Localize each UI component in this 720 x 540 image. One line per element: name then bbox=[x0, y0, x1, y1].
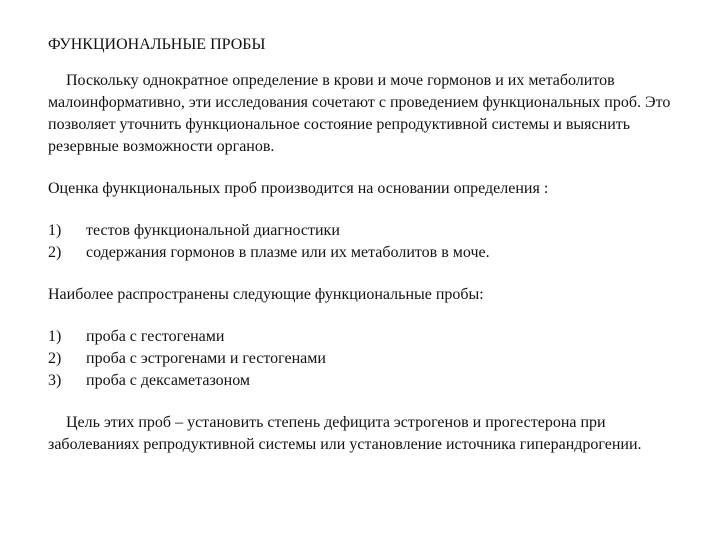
spacer bbox=[48, 56, 688, 70]
list-item bbox=[48, 370, 688, 392]
spacer bbox=[48, 158, 688, 178]
common-tests-heading: Наиболее распространены следующие функциональные пробы: bbox=[48, 286, 484, 303]
list-item-number: 2) bbox=[48, 244, 62, 261]
document-page bbox=[48, 34, 688, 456]
list-item-text: содержания гормонов в плазме или их метаболитов в моче. bbox=[86, 244, 490, 261]
spacer bbox=[48, 264, 688, 284]
list-item-number: 3) bbox=[48, 372, 62, 389]
list-item-text: проба с гестогенами bbox=[86, 328, 225, 345]
list-item-text: проба с дексаметазоном bbox=[86, 372, 251, 389]
list-item-number: 1) bbox=[48, 222, 62, 239]
list-item bbox=[48, 348, 688, 370]
goal-paragraph: Цель этих проб – установить степень дефицита эстрогенов и прогестерона при заболеваниях репродуктивной системы или установление источника гиперандрогении. bbox=[48, 414, 642, 453]
spacer bbox=[48, 392, 688, 412]
list-item bbox=[48, 326, 688, 348]
list-item-text: тестов функциональной диагностики bbox=[86, 222, 340, 239]
list-item-text: проба с эстрогенами и гестогенами bbox=[86, 350, 326, 367]
assessment-heading: Оценка функциональных проб производится на основании определения : bbox=[48, 180, 549, 197]
spacer bbox=[48, 200, 688, 220]
list-item bbox=[48, 242, 688, 264]
list-item-number: 1) bbox=[48, 328, 62, 345]
list-item bbox=[48, 220, 688, 242]
list-item-number: 2) bbox=[48, 350, 62, 367]
common-tests-list bbox=[48, 326, 688, 392]
assessment-list bbox=[48, 220, 688, 264]
spacer bbox=[48, 306, 688, 326]
page-title: ФУНКЦИОНАЛЬНЫЕ ПРОБЫ bbox=[48, 36, 266, 53]
intro-paragraph: Поскольку однократное определение в крови и моче гормонов и их метаболитов малоинформативно, эти исследования сочетают с проведением функциональных проб. Это позволяет уточнить функциональное состояние репродуктивной системы и выяснить резервные возможности органов. bbox=[48, 72, 671, 155]
